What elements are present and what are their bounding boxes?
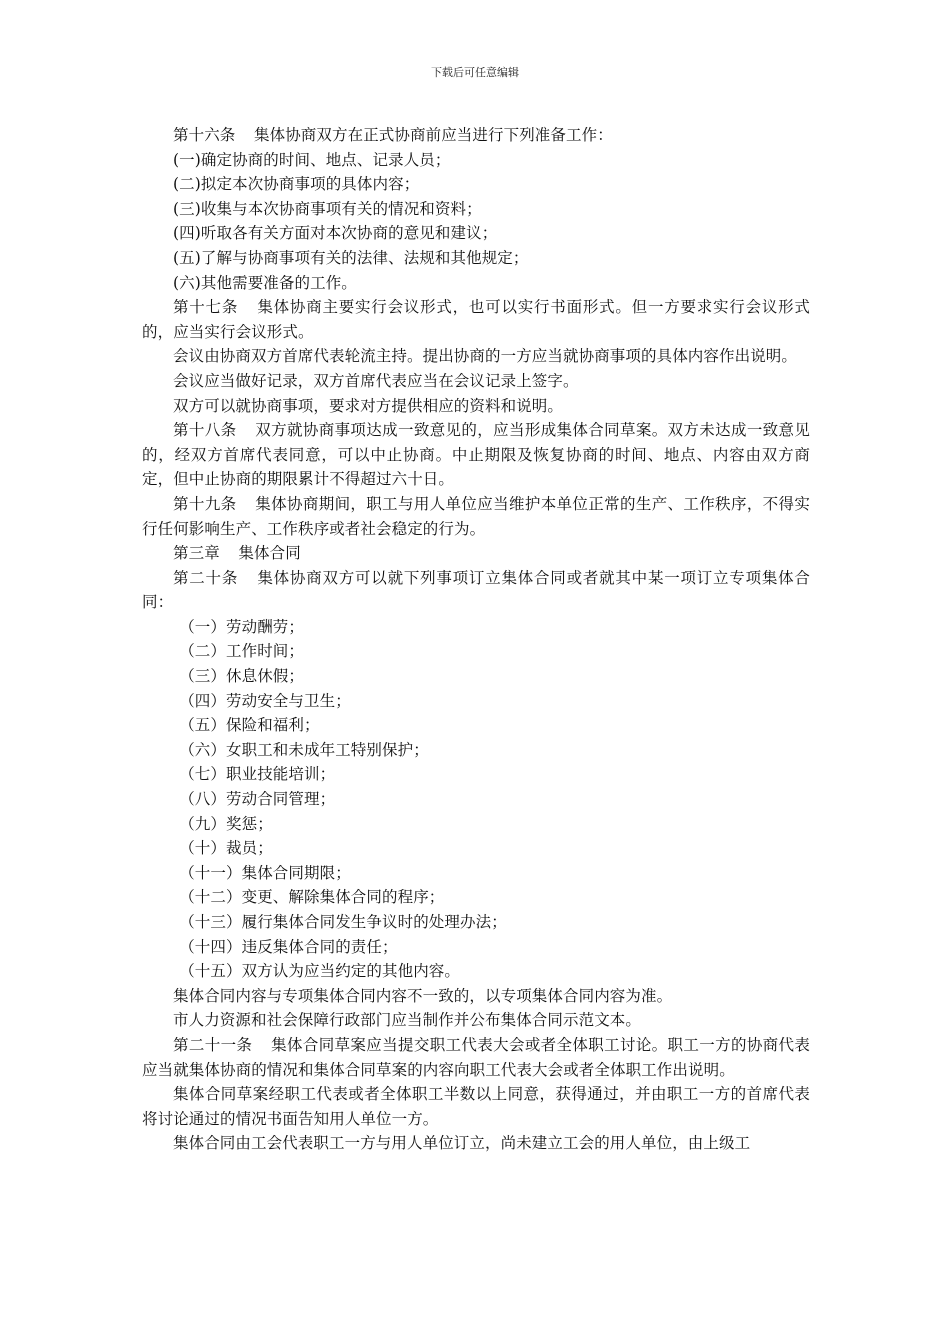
body-paragraph: 会议应当做好记录，双方首席代表应当在会议记录上签字。 (173, 371, 579, 390)
body-paragraph: 集体合同草案经职工代表或者全体职工半数以上同意，获得通过，并由职工一方的首席代表将讨论通过的情况书面告知用人单位一方。 (142, 1085, 810, 1128)
article-paragraph (142, 566, 810, 615)
list-item: （六）女职工和未成年工特别保护； (179, 740, 429, 759)
article-heading: 第十六条 (173, 126, 236, 144)
list-item: (四)听取各有关方面对本次协商的意见和建议； (173, 224, 498, 243)
list-item: (二)拟定本次协商事项的具体内容； (173, 175, 420, 194)
list-item: （十）裁员； (179, 839, 273, 858)
list-item: （十四）违反集体合同的责任； (179, 937, 398, 956)
list-item: (一)确定协商的时间、地点、记录人员； (173, 150, 451, 169)
list-item: (五)了解与协商事项有关的法律、法规和其他规定； (173, 248, 529, 267)
list-item: （三）休息休假； (179, 667, 304, 686)
article-paragraph (142, 418, 810, 492)
body-paragraph: 集体合同内容与专项集体合同内容不一致的，以专项集体合同内容为准。 (173, 986, 673, 1005)
article-paragraph (142, 1033, 810, 1082)
list-item: （十三）履行集体合同发生争议时的处理办法； (179, 913, 507, 931)
article-text: 双方就协商事项达成一致意见的，应当形成集体合同草案。双方未达成一致意见的，经双方首席代表同意，可以中止协商。中止期限及恢复协商的时间、地点、内容由双方商定，但中止协商的期限累计不得超过六十日。 (142, 421, 810, 489)
list-item: （十一）集体合同期限； (179, 863, 351, 882)
body-paragraph: 双方可以就协商事项，要求对方提供相应的资料和说明。 (173, 396, 564, 415)
article-text: 集体协商双方在正式协商前应当进行下列准备工作： (254, 126, 613, 144)
article-text: 集体协商双方可以就下列事项订立集体合同或者就其中某一项订立专项集体合同： (142, 568, 811, 612)
body-paragraph: 集体合同由工会代表职工一方与用人单位订立，尚未建立工会的用人单位，由上级工 (173, 1134, 751, 1153)
article-heading: 第十七条 (173, 298, 239, 317)
article-paragraph (142, 295, 810, 344)
list-item: (三)收集与本次协商事项有关的情况和资料； (173, 199, 482, 218)
article-heading: 第三章 (173, 544, 220, 563)
list-item: （一）劳动酬劳； (179, 617, 304, 636)
article-paragraph (142, 541, 810, 566)
article-text: 集体协商期间，职工与用人单位应当维护本单位正常的生产、工作秩序，不得实行任何影响生产、工作秩序或者社会稳定的行为。 (142, 494, 810, 538)
article-text: 集体合同草案应当提交职工代表大会或者全体职工讨论。职工一方的协商代表应当就集体协商的情况和集体合同草案的内容向职工代表大会或者全体职工作出说明。 (142, 1035, 810, 1079)
body-paragraph: 会议由协商双方首席代表轮流主持。提出协商的一方应当就协商事项的具体内容作出说明。 (173, 347, 798, 366)
document-body (142, 123, 810, 1156)
list-item: (六)其他需要准备的工作。 (173, 273, 357, 292)
list-item: （八）劳动合同管理； (179, 790, 336, 809)
body-paragraph: 市人力资源和社会保障行政部门应当制作并公布集体合同示范文本。 (173, 1011, 642, 1030)
list-item: （七）职业技能培训； (179, 765, 336, 784)
article-paragraph (142, 123, 810, 148)
article-text: 集体协商主要实行会议形式，也可以实行书面形式。但一方要求实行会议形式的，应当实行会议形式。 (142, 298, 811, 341)
article-text: 集体合同 (238, 544, 301, 563)
article-heading: 第十九条 (173, 494, 237, 513)
list-item: （十五）双方认为应当约定的其他内容。 (179, 962, 460, 981)
list-item: （九）奖惩； (179, 814, 273, 833)
list-item: （十二）变更、解除集体合同的程序； (179, 888, 445, 907)
article-heading: 第二十一条 (173, 1035, 253, 1054)
list-item: （五）保险和福利； (179, 716, 320, 735)
article-paragraph (142, 492, 810, 541)
list-item: （二）工作时间； (179, 642, 304, 661)
page-header: 下载后可任意编辑 (431, 66, 519, 79)
article-heading: 第二十条 (173, 568, 239, 587)
list-item: （四）劳动安全与卫生； (179, 691, 351, 710)
article-heading: 第十八条 (173, 421, 237, 440)
